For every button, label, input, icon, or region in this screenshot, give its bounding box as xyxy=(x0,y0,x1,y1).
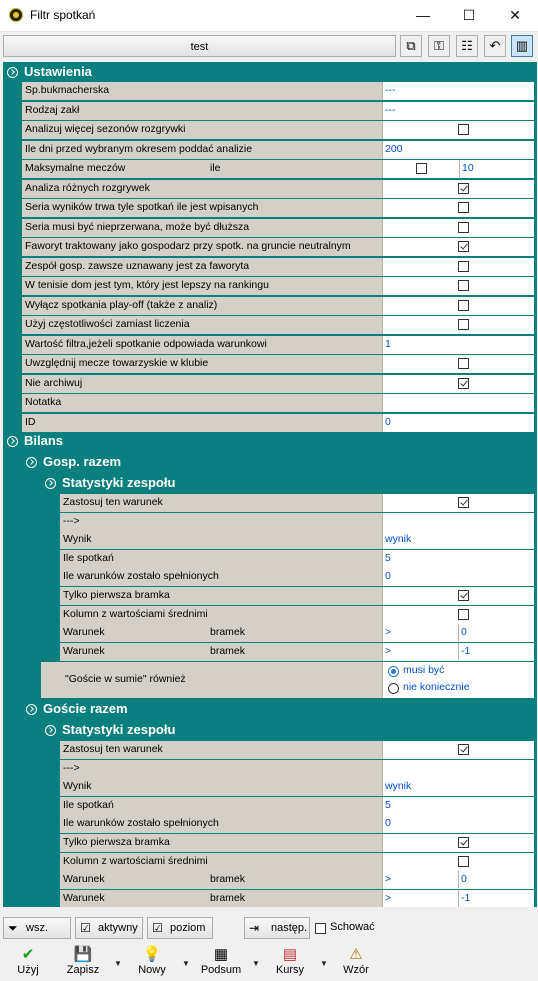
section-bilans[interactable] xyxy=(3,431,537,450)
goscie-row xyxy=(60,797,534,815)
odds-dropdown-icon[interactable]: ▼ xyxy=(320,959,328,968)
row-value[interactable] xyxy=(383,834,534,852)
row-label: Zespół gosp. zawsze uznawany jest za faworyta xyxy=(22,258,383,276)
gosp-row xyxy=(60,550,534,568)
row-checkbox[interactable] xyxy=(458,261,469,272)
row-label: Ile warunków zostało spełnionych xyxy=(60,568,383,586)
settings-row xyxy=(22,414,534,432)
row-label: Kolumn z wartościami średnimi xyxy=(60,853,383,871)
section-goscie-stats[interactable] xyxy=(41,720,537,739)
row-value[interactable] xyxy=(383,277,534,295)
row-label: Uwzględnij mecze towarzyskie w klubie xyxy=(22,355,383,373)
row-label: Tylko pierwsza bramka xyxy=(60,834,383,852)
settings-row xyxy=(22,394,534,412)
row-label: Użyj częstotliwości zamiast liczenia xyxy=(22,316,383,334)
top-toolbar xyxy=(0,32,538,60)
row-value[interactable] xyxy=(383,160,534,178)
settings-row xyxy=(22,141,534,159)
row-label: Kolumn z wartościami średnimi xyxy=(60,606,383,624)
row-label: Wynik xyxy=(60,778,383,796)
undo-icon[interactable]: ↶ xyxy=(484,35,506,57)
goscie-row xyxy=(60,741,534,759)
operator: > xyxy=(385,891,392,904)
row-checkbox[interactable] xyxy=(458,319,469,330)
row-label: Maksymalne meczów ile xyxy=(22,160,383,178)
row-value[interactable] xyxy=(383,890,534,907)
collapse-icon[interactable] xyxy=(26,457,37,468)
row-label: Ile spotkań xyxy=(60,550,383,568)
row-label: Nie archiwuj xyxy=(22,375,383,393)
summary-dropdown-icon[interactable]: ▼ xyxy=(252,959,260,968)
row-label: Rodzaj zakł xyxy=(22,102,383,120)
row-value[interactable] xyxy=(383,336,534,354)
radio-label: nie koniecznie xyxy=(403,681,470,693)
row-value[interactable] xyxy=(383,102,534,120)
new-dropdown-icon[interactable]: ▼ xyxy=(182,959,190,968)
settings-row xyxy=(22,375,534,393)
close-button[interactable]: ✕ xyxy=(509,7,521,23)
settings-row xyxy=(22,180,534,198)
row-value[interactable] xyxy=(383,624,534,642)
row-label: Ile dni przed wybranym okresem poddać analizie xyxy=(22,141,383,159)
row-value[interactable] xyxy=(383,531,534,549)
row-checkbox[interactable] xyxy=(458,183,469,194)
row-value-text: 0 xyxy=(385,817,391,830)
row-label: Notatka xyxy=(22,394,383,412)
row-value[interactable] xyxy=(383,238,534,256)
row-value[interactable] xyxy=(383,355,534,373)
value-divider xyxy=(458,624,459,641)
row-checkbox[interactable] xyxy=(458,609,469,620)
radio-musi[interactable] xyxy=(388,666,399,677)
operator: > xyxy=(385,644,392,657)
title-bar xyxy=(0,0,538,32)
row-label: Sp.bukmacherska xyxy=(22,82,383,100)
row-value[interactable] xyxy=(383,121,534,139)
row-value[interactable] xyxy=(383,219,534,237)
row-value[interactable] xyxy=(383,297,534,315)
active-button[interactable]: ☑ aktywny xyxy=(75,917,143,939)
row-sublabel: bramek xyxy=(210,644,246,657)
row-sublabel: bramek xyxy=(210,626,246,639)
row-label: Analizuj więcej sezonów rozgrywki xyxy=(22,121,383,139)
section-title: Gosp. razem xyxy=(43,454,122,469)
row-sublabel: bramek xyxy=(210,891,246,904)
level-button[interactable]: ☑ poziom xyxy=(147,917,213,939)
row-label: Warunek bramek xyxy=(60,871,383,889)
row-value[interactable] xyxy=(383,258,534,276)
minimize-button[interactable]: — xyxy=(416,7,430,23)
radio-label: musi być xyxy=(403,664,445,676)
floppy-icon: 💾 xyxy=(73,946,93,963)
settings-row xyxy=(22,102,534,120)
settings-row xyxy=(22,219,534,237)
summary-button[interactable]: ▦ Podsum xyxy=(198,946,244,976)
action-bar xyxy=(0,944,538,981)
level-icon: ☑ xyxy=(152,921,163,935)
row-label: Faworyt traktowany jako gospodarz przy spotk. na gruncie neutralnym xyxy=(22,238,383,256)
row-value[interactable] xyxy=(383,414,534,432)
row-label: Warunek bramek xyxy=(60,624,383,642)
key-icon[interactable]: ⚿ xyxy=(428,35,450,57)
hide-checkbox[interactable] xyxy=(315,923,326,934)
row-checkbox[interactable] xyxy=(458,590,469,601)
row-label: Warunek bramek xyxy=(60,890,383,907)
save-dropdown-icon[interactable]: ▼ xyxy=(114,959,122,968)
row-value[interactable] xyxy=(383,587,534,605)
section-title: Ustawienia xyxy=(24,64,92,79)
row-label: Zastosuj ten warunek xyxy=(60,494,383,512)
gosp-row xyxy=(60,587,534,605)
settings-row xyxy=(22,297,534,315)
radio-nie[interactable] xyxy=(388,683,399,694)
row-checkbox[interactable] xyxy=(458,358,469,369)
settings-row xyxy=(22,355,534,373)
collapse-icon[interactable] xyxy=(7,436,18,447)
settings-row xyxy=(22,82,534,100)
row-value-text: 5 xyxy=(385,798,391,811)
section-gosp-stats[interactable] xyxy=(41,473,537,492)
row-value[interactable] xyxy=(383,568,534,586)
app-icon xyxy=(9,8,23,22)
row-label: ID xyxy=(22,414,383,432)
row-label: W tenisie dom jest tym, który jest lepszy na rankingu xyxy=(22,277,383,295)
settings-row xyxy=(22,199,534,217)
row-label: Tylko pierwsza bramka xyxy=(60,587,383,605)
row-value-text: 10 xyxy=(462,162,474,174)
gosp-row xyxy=(60,643,534,661)
row-checkbox[interactable] xyxy=(458,837,469,848)
checkmark-icon: ☑ xyxy=(80,921,91,935)
row-value-text: 1 xyxy=(385,337,391,350)
row-checkbox[interactable] xyxy=(458,856,469,867)
row-label: Wartość filtra,jeżeli spotkanie odpowiada warunkowi xyxy=(22,336,383,354)
goscie-row xyxy=(60,853,534,871)
save-button[interactable]: 💾 Zapisz xyxy=(62,946,104,976)
row-label: Ile warunków zostało spełnionych xyxy=(60,815,383,833)
row-label: Seria wyników trwa tyle spotkań ile jest wpisanych xyxy=(22,199,383,217)
section-gosp[interactable] xyxy=(22,452,537,471)
goscie-row xyxy=(60,834,534,852)
row-value-text: -1 xyxy=(461,644,471,657)
row-label: Warunek bramek xyxy=(60,643,383,661)
row-value[interactable] xyxy=(383,853,534,871)
goscie-sum-row xyxy=(41,662,534,698)
value-divider xyxy=(459,160,460,177)
row-checkbox[interactable] xyxy=(458,202,469,213)
goscie-row xyxy=(60,890,534,907)
operator: > xyxy=(385,873,392,886)
goscie-row xyxy=(60,815,534,833)
row-checkbox[interactable] xyxy=(458,124,469,135)
section-title: Goście razem xyxy=(43,701,128,716)
row-value-text: --- xyxy=(385,103,396,116)
hide-label: Schować xyxy=(330,921,375,933)
row-value-text: -1 xyxy=(461,891,471,904)
row-value[interactable] xyxy=(383,316,534,334)
row-value[interactable] xyxy=(383,180,534,198)
gosp-row xyxy=(60,606,534,624)
value-divider xyxy=(458,871,459,888)
row-value-text: 0 xyxy=(385,415,391,428)
row-value[interactable] xyxy=(383,394,534,412)
row-value-text: wynik xyxy=(385,533,412,546)
row-value[interactable] xyxy=(383,375,534,393)
columns-icon[interactable]: ▥ xyxy=(511,35,533,57)
row-checkbox[interactable] xyxy=(458,222,469,233)
goscie-row xyxy=(60,871,534,889)
section-title: Statystyki zespołu xyxy=(62,475,176,490)
row-value[interactable] xyxy=(383,606,534,624)
row-value[interactable] xyxy=(383,871,534,889)
row-checkbox[interactable] xyxy=(458,280,469,291)
gosp-row xyxy=(60,531,534,549)
row-checkbox[interactable] xyxy=(458,497,469,508)
maximize-button[interactable]: ☐ xyxy=(462,7,476,23)
settings-row xyxy=(22,238,534,256)
odds-button[interactable]: ▤ Kursy xyxy=(272,946,308,976)
row-value[interactable] xyxy=(383,494,534,512)
bulb-icon: 💡 xyxy=(142,946,162,963)
gosp-row xyxy=(60,624,534,642)
settings-row xyxy=(22,121,534,139)
row-value[interactable] xyxy=(383,643,534,661)
row-label: Seria musi być nieprzerwana, może być dłuższa xyxy=(22,219,383,237)
filter-name-field[interactable]: test xyxy=(3,35,396,57)
collapse-icon[interactable] xyxy=(45,478,56,489)
check-icon: ✔ xyxy=(21,946,35,963)
copy-icon[interactable]: ⧉ xyxy=(400,35,422,57)
section-title: Statystyki zespołu xyxy=(62,722,176,737)
odds-icon: ▤ xyxy=(282,946,298,963)
goscie-row xyxy=(60,778,534,796)
row-sublabel: bramek xyxy=(210,873,246,886)
row-value-text: 5 xyxy=(385,551,391,564)
row-checkbox[interactable] xyxy=(416,163,427,174)
collapse-icon[interactable] xyxy=(45,725,56,736)
row-checkbox[interactable] xyxy=(458,300,469,311)
collapse-icon[interactable] xyxy=(26,704,37,715)
use-button[interactable]: ✔ Użyj xyxy=(10,946,46,976)
row-value[interactable] xyxy=(383,550,534,568)
row-value-text: 0 xyxy=(461,626,467,639)
settings-row xyxy=(22,316,534,334)
row-value-text: --- xyxy=(385,84,396,96)
row-value-text: 0 xyxy=(385,570,391,583)
value-divider xyxy=(458,890,459,907)
radio-group[interactable] xyxy=(383,662,534,698)
row-label: ---> xyxy=(60,513,383,531)
row-value[interactable] xyxy=(383,797,534,815)
row-value[interactable] xyxy=(383,141,534,159)
row-checkbox[interactable] xyxy=(458,241,469,252)
bottom-toolbar xyxy=(0,915,538,941)
settings-grid xyxy=(3,62,537,907)
row-value[interactable] xyxy=(383,778,534,796)
collapse-icon[interactable] xyxy=(7,67,18,78)
row-checkbox[interactable] xyxy=(458,744,469,755)
window-title: Filtr spotkań xyxy=(30,8,96,22)
gosp-row xyxy=(60,494,534,512)
operator: > xyxy=(385,626,392,639)
row-label: ---> xyxy=(60,760,383,778)
row-value[interactable] xyxy=(383,760,534,778)
pattern-button[interactable]: ⚠ Wzór xyxy=(338,946,374,976)
new-button[interactable]: 💡 Nowy xyxy=(134,946,170,976)
row-label: Wynik xyxy=(60,531,383,549)
settings-row xyxy=(22,160,534,178)
settings-row xyxy=(22,277,534,295)
row-sublabel: ile xyxy=(210,162,221,174)
row-label: Zastosuj ten warunek xyxy=(60,741,383,759)
settings-row xyxy=(22,336,534,354)
row-value[interactable] xyxy=(383,82,534,100)
row-value[interactable] xyxy=(383,741,534,759)
row-value[interactable] xyxy=(383,199,534,217)
row-value-text: 200 xyxy=(385,142,403,155)
row-checkbox[interactable] xyxy=(458,378,469,389)
gosp-row xyxy=(60,568,534,586)
section-ustawienia[interactable] xyxy=(3,62,537,81)
value-divider xyxy=(458,643,459,660)
row-value-text: wynik xyxy=(385,780,412,793)
row-label: Wyłącz spotkania play-off (także z analiz) xyxy=(22,297,383,315)
filter-all-button[interactable]: ⏷ wsz. xyxy=(3,917,71,939)
section-title: Bilans xyxy=(24,433,64,448)
settings-row xyxy=(22,258,534,276)
pattern-icon: ⚠ xyxy=(349,946,363,963)
section-goscie[interactable] xyxy=(22,699,537,718)
row-value[interactable] xyxy=(383,513,534,531)
funnel-icon: ⏷ xyxy=(8,921,18,935)
row-value-text: 0 xyxy=(461,873,467,886)
row-label: Ile spotkań xyxy=(60,797,383,815)
summary-icon: ▦ xyxy=(213,946,229,963)
next-icon: ⇥ xyxy=(249,921,260,935)
row-label: "Goście w sumie" również xyxy=(41,662,383,698)
row-label: Analiza różnych rozgrywek xyxy=(22,180,383,198)
row-value[interactable] xyxy=(383,815,534,833)
next-button[interactable]: ⇥ następ. xyxy=(244,917,310,939)
goscie-row xyxy=(60,760,534,778)
gosp-row xyxy=(60,513,534,531)
tree-icon[interactable]: ☷ xyxy=(456,35,478,57)
